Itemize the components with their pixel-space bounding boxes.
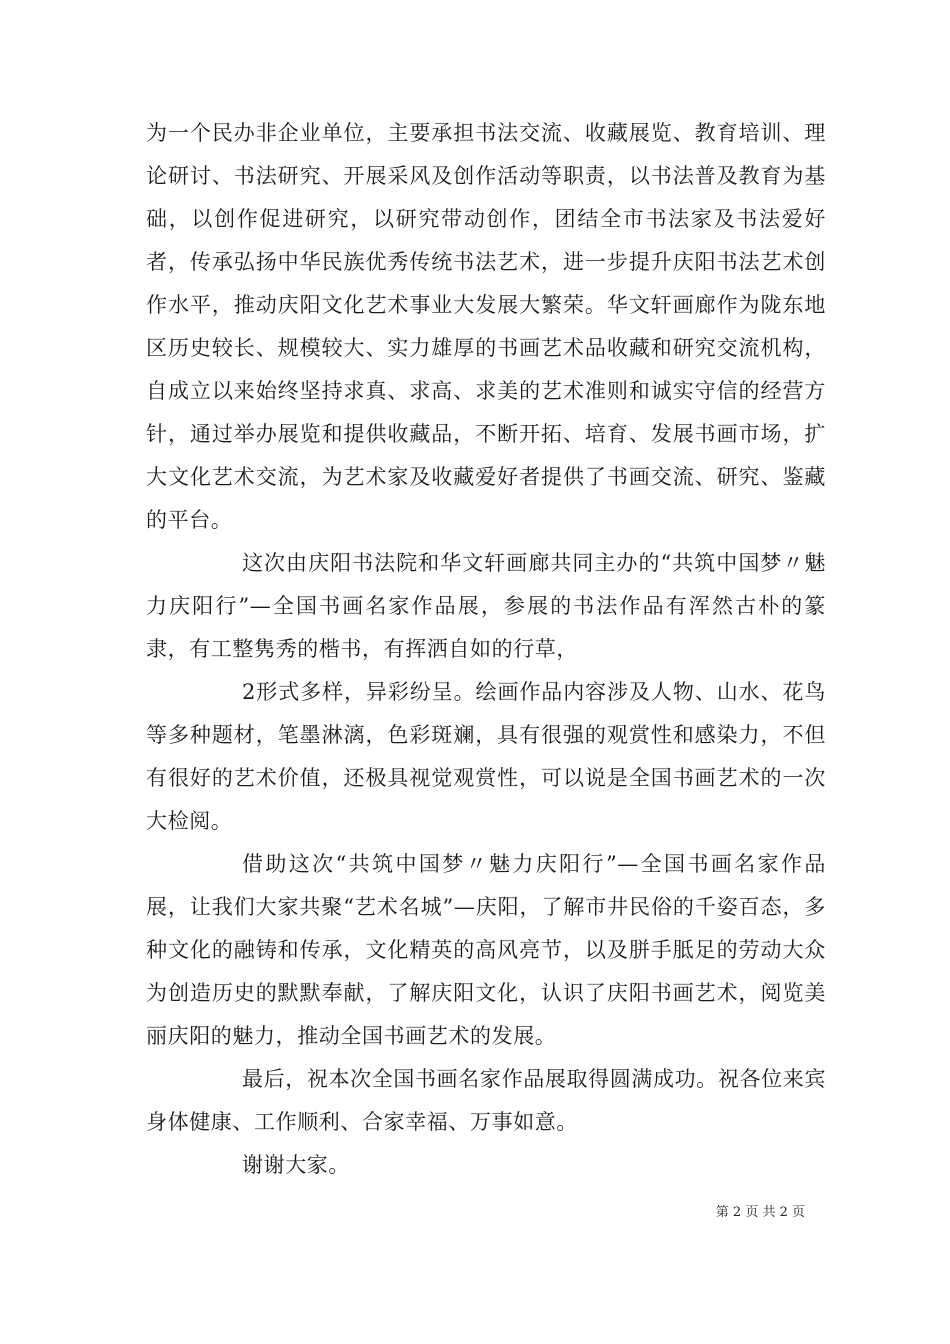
paragraph-4: 借助这次“共筑中国梦〃魅力庆阳行”—全国书画名家作品展，让我们大家共聚“艺术名城”—庆阳，了解市井民俗的千姿百态，多种文化的融铸和传承，文化精英的高风亮节，以及胼手胝足的劳动大众为创造历史的默默奉献，了解庆阳文化，认识了庆阳书画艺术，阅览美丽庆阳的魅力，推动全国书画艺术的发展。 bbox=[146, 852, 826, 1048]
paragraph-2: 这次由庆阳书法院和华文轩画廊共同主办的“共筑中国梦〃魅力庆阳行”—全国书画名家作品展，参展的书法作品有浑然古朴的篆隶，有工整隽秀的楷书，有挥洒自如的行草， bbox=[146, 551, 826, 661]
body-text bbox=[146, 112, 826, 1187]
paragraph-3: 2形式多样，异彩纷呈。绘画作品内容涉及人物、山水、花鸟等多种题材，笔墨淋漓，色彩斑斓，具有很强的观赏性和感染力，不但有很好的艺术价值，还极具视觉观赏性，可以说是全国书画艺术的一次大检阅。 bbox=[146, 680, 826, 833]
paragraph-5: 最后，祝本次全国书画名家作品展取得圆满成功。祝各位来宾身体健康、工作顺利、合家幸福、万事如意。 bbox=[146, 1067, 826, 1134]
page-number-footer: 第 2 页 共 2 页 bbox=[715, 1205, 805, 1220]
paragraph-1: 为一个民办非企业单位，主要承担书法交流、收藏展览、教育培训、理论研讨、书法研究、开展采风及创作活动等职责，以书法普及教育为基础，以创作促进研究，以研究带动创作，团结全市书法家及书法爱好者，传承弘扬中华民族优秀传统书法艺术，进一步提升庆阳书法艺术创作水平，推动庆阳文化艺术事业大发展大繁荣。华文轩画廊作为陇东地区历史较长、规模较大、实力雄厚的书画艺术品收藏和研究交流机构，自成立以来始终坚持求真、求高、求美的艺术准则和诚实守信的经营方针，通过举办展览和提供收藏品，不断开拓、培育、发展书画市场，扩大文化艺术交流，为艺术家及收藏爱好者提供了书画交流、研究、鉴藏的平台。 bbox=[146, 121, 826, 532]
paragraph-6: 谢谢大家。 bbox=[242, 1153, 350, 1177]
